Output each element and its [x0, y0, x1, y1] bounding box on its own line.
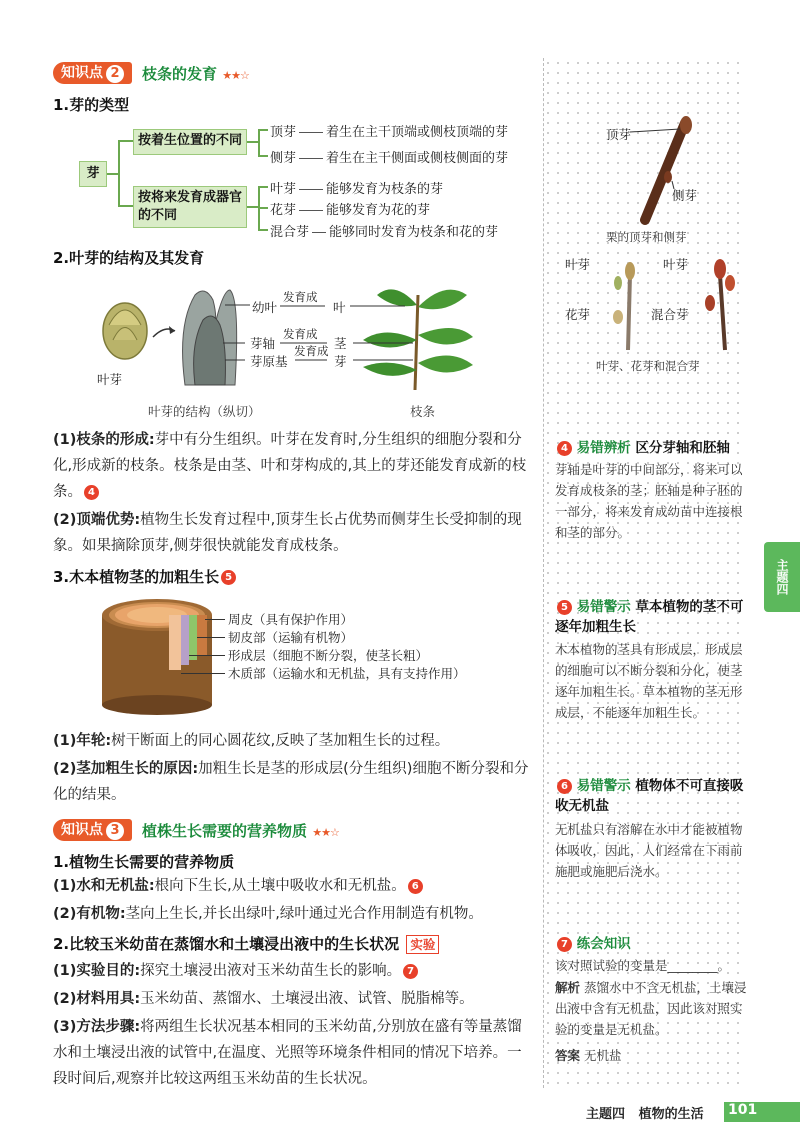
practice-analysis: 解析 蒸馏水中不含无机盐，土壤浸出液中含有无机盐，因此该对照实验的变量是无机盐。: [555, 980, 747, 1037]
section-title-leaf-bud: 2.叶芽的结构及其发育: [53, 249, 205, 267]
experiment-line: (1)实验目的:探究土壤浸出液对玉米幼苗生长的影响。 7: [53, 958, 418, 984]
difficulty-stars: ★★☆: [312, 826, 339, 839]
note-heading: 6 易错警示 植物体不可直接吸收无机盐: [555, 778, 744, 814]
stem-layer-label: 周皮（具有保护作用）: [228, 612, 354, 627]
bud-type-row: 叶芽 能够发育为枝条的芽: [270, 182, 444, 197]
knowledge-point-title: 枝条的发育 ★★☆: [142, 65, 249, 83]
bud-type-row: 混合芽 能够同时发育为枝条和花的芽: [270, 225, 499, 240]
note-body: 无机盐只有溶解在水中才能被植物体吸收，因此，人们经常在下雨前施肥或施肥后浇水。: [555, 822, 743, 879]
caption-branch: 枝条: [410, 404, 436, 419]
knowledge-point-badge: 知识点 3: [53, 819, 132, 841]
fig-label-top-bud: 顶芽: [606, 127, 632, 142]
section-title-nutrients: 1.植物生长需要的营养物质: [53, 853, 235, 871]
section-title-thickening: 3.木本植物茎的加粗生长 5: [53, 566, 236, 587]
bud-type-row: 花芽 能够发育为花的芽: [270, 203, 431, 218]
experiment-tag: 实验: [406, 935, 439, 954]
label-develops: 发育成: [283, 327, 318, 341]
label-bud-axis: 芽轴: [250, 336, 276, 351]
tree-category-organ: 按将来发育成器官的不同: [133, 186, 247, 228]
practice-answer: 答案 无机盐: [555, 1048, 622, 1063]
caption-bud-structure: 叶芽的结构（纵切）: [148, 404, 261, 419]
difficulty-stars: ★★☆: [222, 69, 249, 82]
nutrient-line: (1)水和无机盐:根向下生长,从土壤中吸收水和无机盐。 6: [53, 873, 423, 899]
label-develops: 发育成: [283, 290, 318, 304]
paragraph-branch-formation: (1)枝条的形成:芽中有分生组织。叶芽在发育时,分生组织的细胞分裂和分化,形成新的枝条。枝条是由茎、叶和芽构成的,其上的芽还能发育成新的枝条。 4: [53, 432, 527, 500]
fig-label-leaf-bud: 叶芽: [663, 257, 689, 272]
knowledge-point-badge: 知识点 2: [53, 62, 132, 84]
label-bud-primordium: 芽原基: [250, 354, 288, 369]
stem-layer-label: 木质部（运输水和无机盐，具有支持作用）: [228, 666, 466, 681]
tree-category-position: 按着生位置的不同: [133, 129, 247, 155]
fig-label-side-bud: 侧芽: [672, 188, 698, 203]
fig-label-mixed-bud: 混合芽: [651, 307, 689, 322]
page-number: 101: [728, 1102, 758, 1118]
fig-label-leaf-bud: 叶芽: [565, 257, 591, 272]
paragraph-thickening-cause: (2)茎加粗生长的原因:加粗生长是茎的形成层(分生组织)细胞不断分裂和分化的结果。: [53, 761, 529, 803]
experiment-steps: (3)方法步骤:将两组生长状况基本相同的玉米幼苗,分别放在盛有等量蒸馏水和土壤浸出液的试管中,在温度、光照等环境条件相同的情况下培养。一段时间后,观察并比较这两组玉米幼苗的生长状况。: [53, 1019, 522, 1087]
note-heading: 7 练会知识: [555, 932, 631, 952]
caption-chestnut: 栗的顶芽和侧芽: [606, 230, 687, 244]
label-young-leaf: 幼叶: [252, 300, 278, 315]
paragraph-apical-dominance: (2)顶端优势:植物生长发育过程中,顶芽生长占优势而侧芽生长受抑制的现象。如果摘除顶芽,侧芽很快就能发育成枝条。: [53, 512, 522, 554]
note-body: 木本植物的茎具有形成层，形成层的细胞可以不断分裂和分化，使茎逐年加粗生长。草本植物的茎无形成层，不能逐年加粗生长。: [555, 642, 743, 720]
note-heading: 5 易错警示 草本植物的茎不可逐年加粗生长: [555, 599, 744, 635]
stem-layer-label: 韧皮部（运输有机物）: [228, 630, 354, 645]
section-title-experiment: 2.比较玉米幼苗在蒸馏水和土壤浸出液中的生长状况 实验: [53, 933, 439, 954]
label-leaf: 叶: [333, 300, 346, 315]
label-develops: 发育成: [294, 344, 329, 358]
bud-label: 叶芽: [97, 372, 123, 387]
bud-type-row: 侧芽 着生在主干侧面或侧枝侧面的芽: [270, 151, 509, 166]
stem-layer-label: 形成层（细胞不断分裂，使茎长粗）: [228, 648, 429, 663]
knowledge-point-title: 植株生长需要的营养物质 ★★☆: [142, 822, 339, 840]
note-heading: 4 易错辨析 区分芽轴和胚轴: [555, 436, 730, 456]
paragraph-annual-rings: (1)年轮:树干断面上的同心圆花纹,反映了茎加粗生长的过程。: [53, 733, 450, 749]
tree-root: 芽: [79, 161, 107, 187]
label-stem: 茎: [334, 336, 347, 351]
note-body: 芽轴是叶芽的中间部分，将来可以发育成枝条的茎；胚轴是种子胚的一部分，将来发育成幼苗中连接根和茎的部分。: [555, 462, 743, 540]
label-bud: 芽: [334, 354, 347, 369]
nutrient-line: (2)有机物:茎向上生长,并长出绿叶,绿叶通过光合作用制造有机物。: [53, 906, 483, 922]
caption-bud-types: 叶芽、花芽和混合芽: [596, 359, 700, 373]
practice-question: 该对照试验的变量是________。: [555, 958, 731, 973]
section-title-bud-types: 1.芽的类型: [53, 96, 130, 114]
bud-type-row: 顶芽 着生在主干顶端或侧枝顶端的芽: [270, 125, 509, 140]
experiment-line: (2)材料用具:玉米幼苗、蒸馏水、土壤浸出液、试管、脱脂棉等。: [53, 991, 474, 1007]
chapter-side-tab[interactable]: 主题四: [764, 542, 800, 612]
footer-theme: 主题四 植物的生活: [586, 1107, 704, 1122]
fig-label-flower-bud: 花芽: [565, 307, 591, 322]
